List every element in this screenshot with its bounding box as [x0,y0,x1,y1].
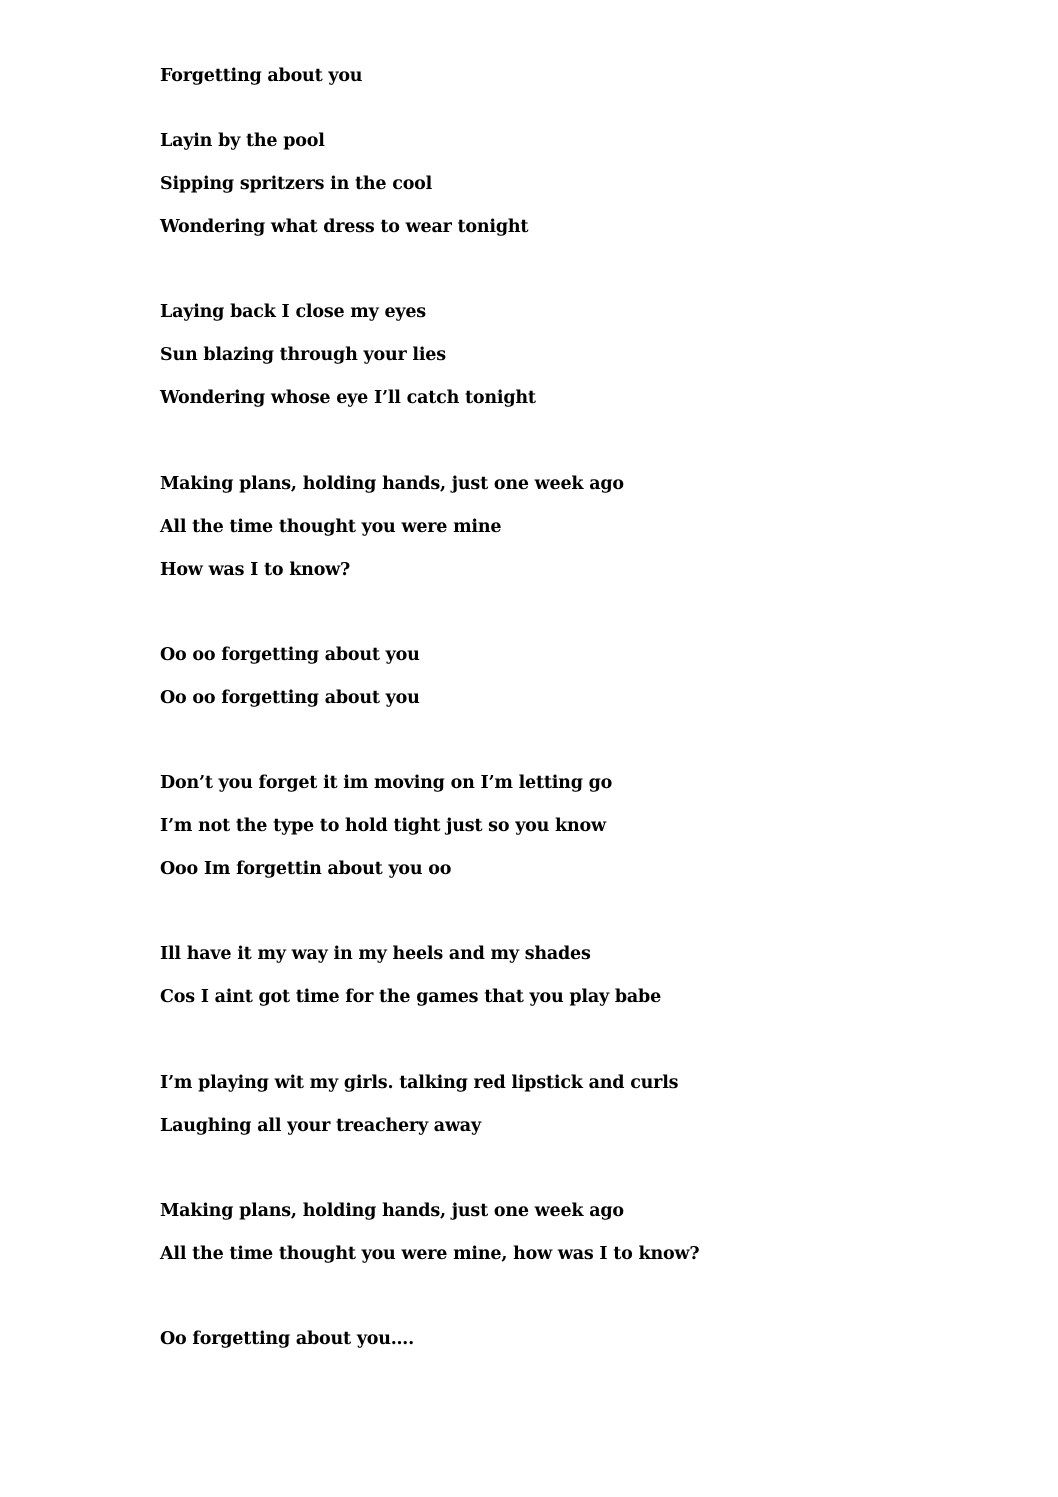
lyric-line: Laughing all your treachery away [160,1116,481,1136]
lyric-line: I’m not the type to hold tight just so you know [160,816,606,836]
lyric-line: Sun blazing through your lies [160,345,446,365]
lyric-line: Ill have it my way in my heels and my shades [160,944,591,964]
lyric-line: Cos I aint got time for the games that you play babe [160,987,661,1007]
lyric-line: Layin by the pool [160,131,325,151]
lyric-line: I’m playing wit my girls. talking red lipstick and curls [160,1073,679,1093]
lyric-line: Sipping spritzers in the cool [160,174,433,194]
lyric-line: Making plans, holding hands, just one week ago [160,474,624,494]
lyric-line: All the time thought you were mine [160,517,502,537]
lyric-line: Making plans, holding hands, just one week ago [160,1201,624,1221]
lyric-line: Wondering what dress to wear tonight [160,217,529,237]
lyric-line: Wondering whose eye I’ll catch tonight [160,388,536,408]
lyric-line: Ooo Im forgettin about you oo [160,859,452,879]
lyric-line: How was I to know? [160,560,351,580]
lyric-line: Oo oo forgetting about you [160,645,420,665]
lyric-line: All the time thought you were mine, how was I to know? [160,1244,700,1264]
lyric-line: Laying back I close my eyes [160,302,426,322]
lyric-line: Oo oo forgetting about you [160,688,420,708]
lyric-line: Oo forgetting about you…. [160,1329,414,1349]
lyric-line: Don’t you forget it im moving on I’m letting go [160,773,613,793]
document-title: Forgetting about you [160,66,363,86]
